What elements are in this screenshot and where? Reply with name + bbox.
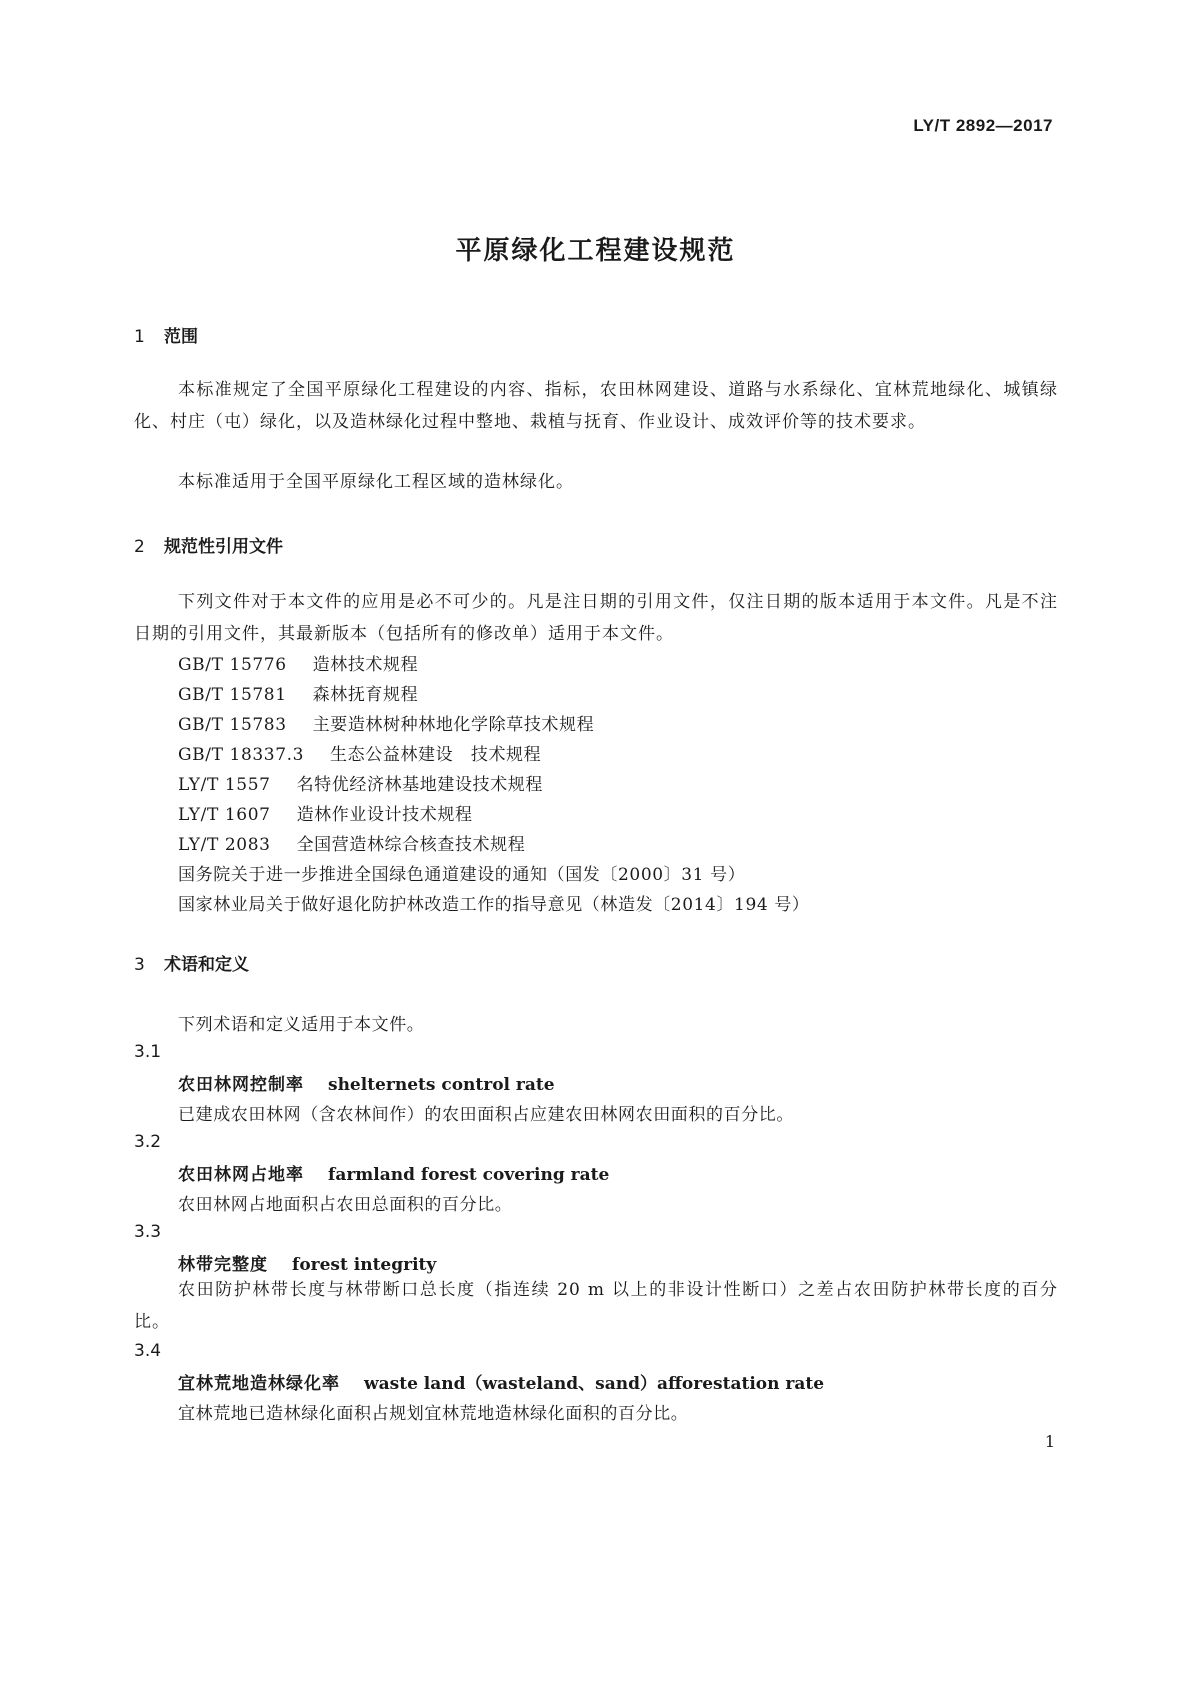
term-heading bbox=[178, 1369, 824, 1394]
reference-code: LY/T 1557 bbox=[178, 775, 271, 795]
reference-item bbox=[178, 830, 525, 855]
term-number: 3.3 bbox=[134, 1222, 162, 1242]
page-number: 1 bbox=[1044, 1432, 1055, 1451]
section-3-intro: 下列术语和定义适用于本文件。 bbox=[178, 1015, 425, 1035]
reference-code: GB/T 15776 bbox=[178, 655, 287, 675]
reference-code: LY/T 2083 bbox=[178, 835, 271, 855]
reference-item bbox=[178, 770, 543, 795]
reference-notice-1: 国务院关于进一步推进全国绿色通道建设的通知（国发〔2000〕31 号） bbox=[178, 865, 746, 885]
section-title: 范围 bbox=[164, 327, 198, 347]
reference-item bbox=[178, 740, 541, 765]
term-zh: 宜林荒地造林绿化率 bbox=[178, 1374, 340, 1394]
reference-title: 全国营造林综合核查技术规程 bbox=[296, 835, 526, 855]
reference-item bbox=[178, 680, 418, 705]
term-definition: 农田防护林带长度与林带断口总长度（指连续 20 m 以上的非设计性断口）之差占农田防护林带长度的百分比。 bbox=[134, 1280, 1058, 1332]
section-3-heading bbox=[134, 950, 249, 975]
term-heading bbox=[178, 1250, 436, 1275]
reference-code: GB/T 15783 bbox=[178, 715, 287, 735]
reference-item bbox=[178, 800, 473, 825]
term-heading bbox=[178, 1070, 555, 1095]
section-title: 规范性引用文件 bbox=[164, 537, 283, 557]
section-2-intro: 下列文件对于本文件的应用是必不可少的。凡是注日期的引用文件，仅注日期的版本适用于本文件。凡是不注日期的引用文件，其最新版本（包括所有的修改单）适用于本文件。 bbox=[134, 592, 1058, 644]
term-number: 3.1 bbox=[134, 1042, 162, 1062]
reference-item bbox=[178, 650, 418, 675]
reference-title: 名特优经济林基地建设技术规程 bbox=[296, 775, 543, 795]
section-1-heading bbox=[134, 322, 198, 347]
term-definition: 宜林荒地已造林绿化面积占规划宜林荒地造林绿化面积的百分比。 bbox=[178, 1404, 689, 1424]
standard-code: LY/T 2892—2017 bbox=[913, 116, 1053, 135]
term-definition: 已建成农田林网（含农林间作）的农田面积占应建农田林网农田面积的百分比。 bbox=[178, 1105, 794, 1125]
reference-title: 生态公益林建设 技术规程 bbox=[330, 745, 542, 765]
section-2-heading bbox=[134, 532, 283, 557]
term-number: 3.4 bbox=[134, 1341, 162, 1361]
reference-title: 造林技术规程 bbox=[312, 655, 419, 675]
term-en: waste land（wasteland、sand）afforestation rate bbox=[364, 1374, 825, 1394]
reference-code: GB/T 15781 bbox=[178, 685, 287, 705]
term-heading bbox=[178, 1160, 609, 1185]
reference-title: 森林抚育规程 bbox=[312, 685, 419, 705]
section-number: 1 bbox=[134, 327, 145, 347]
term-en: shelternets control rate bbox=[328, 1075, 555, 1095]
term-zh: 农田林网占地率 bbox=[178, 1165, 304, 1185]
document-title: 平原绿化工程建设规范 bbox=[455, 236, 736, 266]
reference-notice-2: 国家林业局关于做好退化防护林改造工作的指导意见（林造发〔2014〕194 号） bbox=[178, 895, 810, 915]
section-title: 术语和定义 bbox=[164, 955, 249, 975]
reference-code: LY/T 1607 bbox=[178, 805, 271, 825]
term-definition: 农田林网占地面积占农田总面积的百分比。 bbox=[178, 1195, 513, 1215]
section-number: 3 bbox=[134, 955, 145, 975]
term-zh: 农田林网控制率 bbox=[178, 1075, 304, 1095]
section-number: 2 bbox=[134, 537, 145, 557]
section-1-paragraph-2: 本标准适用于全国平原绿化工程区域的造林绿化。 bbox=[178, 472, 574, 492]
term-en: farmland forest covering rate bbox=[328, 1165, 610, 1185]
term-zh: 林带完整度 bbox=[178, 1255, 268, 1275]
reference-code: GB/T 18337.3 bbox=[178, 745, 305, 765]
reference-title: 造林作业设计技术规程 bbox=[296, 805, 473, 825]
section-1-paragraph-1: 本标准规定了全国平原绿化工程建设的内容、指标，农田林网建设、道路与水系绿化、宜林荒地绿化、城镇绿化、村庄（屯）绿化，以及造林绿化过程中整地、栽植与抚育、作业设计、成效评价等的技术要求。 bbox=[134, 380, 1058, 432]
reference-title: 主要造林树种林地化学除草技术规程 bbox=[312, 715, 595, 735]
term-en: forest integrity bbox=[292, 1255, 437, 1275]
term-number: 3.2 bbox=[134, 1132, 162, 1152]
reference-item bbox=[178, 710, 594, 735]
